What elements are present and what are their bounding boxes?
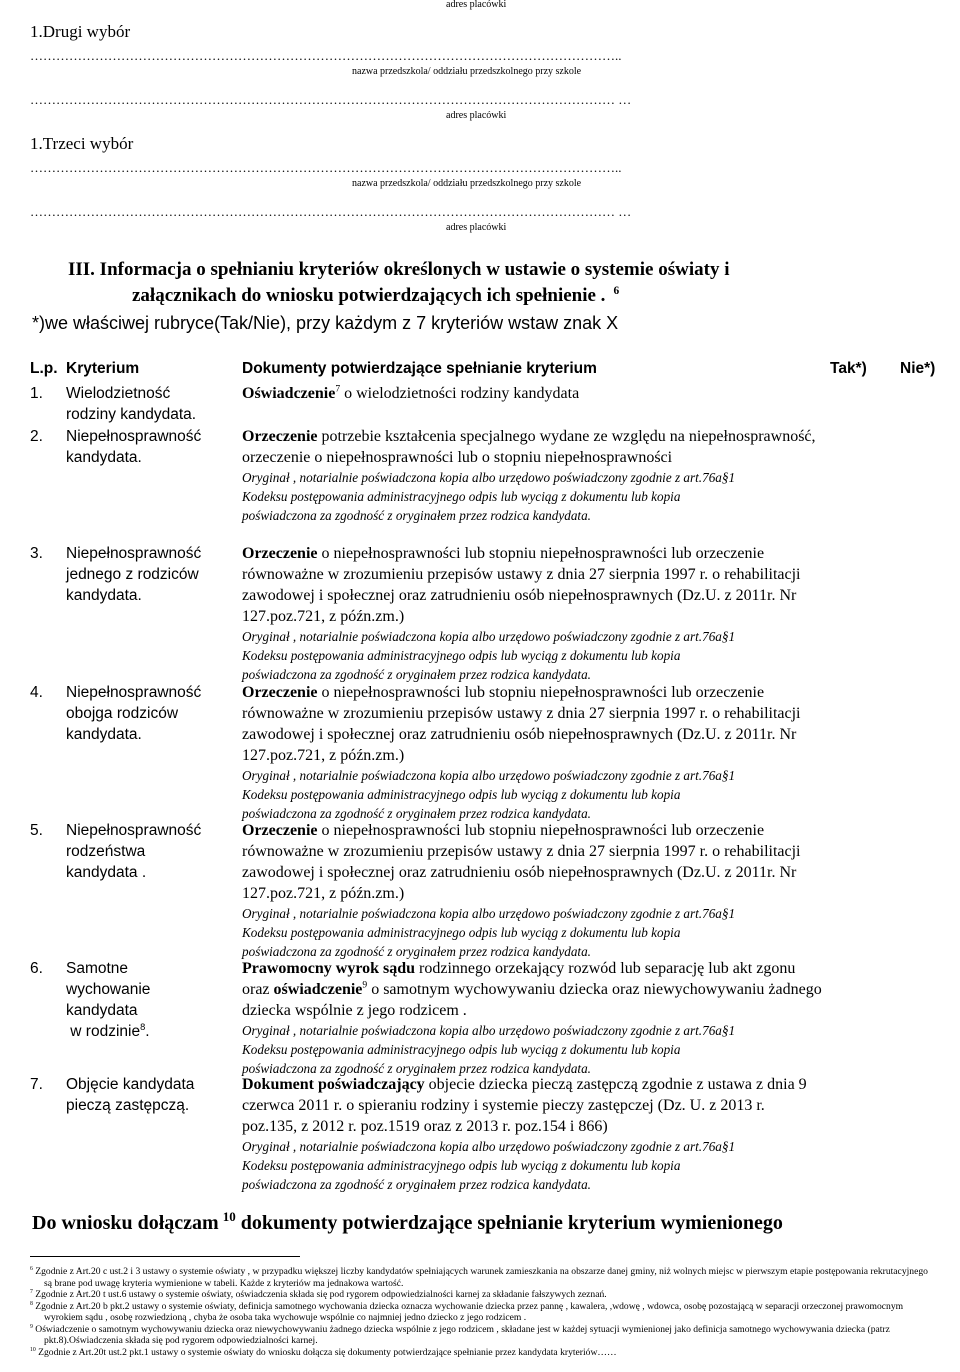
header-documents: Dokumenty potwierdzające spełnianie kryterium	[242, 360, 597, 377]
header-criterion: Kryterium	[66, 360, 140, 377]
header-yes: Tak*)	[830, 360, 867, 377]
criterion-text: Niepełnosprawność rodzeństwa kandydata .	[66, 822, 202, 881]
document-text: Orzeczenie potrzebie kształcenia specjalnego wydane ze względu na niepełnosprawność, orzeczenie o niepełnosprawności lub o stopniu niepełnosprawności Oryginał , notarialnie poświadczona kopia albo urzędowo poświadczony zgodnie z art.76a§1 Kodeksu postępowania administracyjnego odpis lub wyciąg z dokumentu lub kopia poświadczona za zgodność z oryginałem przez rodzica kandydata.	[242, 428, 816, 523]
header-lp: L.p.	[30, 360, 58, 377]
dotted-line[interactable]: ……………………………………………………………………………………………………………………… …	[30, 92, 632, 107]
row-number: 3.	[30, 545, 43, 562]
criterion-text: Samotne wychowanie kandydata w rodzinie$^8$.	[66, 960, 151, 1040]
header-no: Nie*)	[900, 360, 936, 377]
document-text: Orzeczenie o niepełnosprawności lub stopniu niepełnosprawności lub orzeczenie równoważne w zrozumieniu przepisów ustawy z dnia 27 sierpnia 1997 r. o rehabilitacji zawodowej i społecznej oraz zatrudnieniu osób niepełnosprawnych (Dz.U. z 2011r. Nr 127.poz.721, z późn.zm.) Oryginał , notarialnie poświadczona kopia albo urzędowo poświadczony zgodnie z art.76a§1 Kodeksu postępowania administracyjnego odpis lub wyciąg z dokumentu lub kopia poświadczona za zgodność z oryginałem przez rodzica kandydata.	[242, 822, 801, 959]
footnote: $^6$ Zgodnie z Art.20 c ust.2 i 3 ustawy o systemie oświaty , w przypadku większej liczby kandydatów spełniających warunek zamieszkania na obszarze danej gminy, niż wolnych miejsc w pierwszym etapie postępowania rekrutacyjnego są brane pod uwagę kryteria wymienione w tabeli. Każde z kryteriów ma jednakowa wartość.	[30, 1265, 928, 1289]
footnote: $^7$ Zgodnie z Art.20 t ust.6 ustawy o systemie oświaty, oświadczenia składa się pod rygorem odpowiedzialności karnej za składanie fałszywych zeznań.	[30, 1288, 607, 1300]
school-name-label: nazwa przedszkola/ oddziału przedszkolnego przy szkole	[352, 66, 582, 77]
criterion-text: Niepełnosprawność jednego z rodziców kandydata.	[66, 545, 202, 604]
footnote-separator	[30, 1256, 300, 1257]
third-choice-label: 1.Trzeci wybór	[30, 134, 134, 153]
row-number: 5.	[30, 822, 43, 839]
criterion-text: Wielodzietność rodziny kandydata.	[66, 385, 197, 423]
criterion-text: Objęcie kandydata pieczą zastępczą.	[66, 1076, 195, 1114]
address-label-3: adres placówki	[446, 222, 507, 233]
row-number: 4.	[30, 684, 43, 701]
document-text: Oświadczenie$^7$ o wielodzietności rodziny kandydata	[242, 383, 580, 402]
address-label-2: adres placówki	[446, 110, 507, 121]
footnote: $^8$ Zgodnie z Art.20 b pkt.2 ustawy o systemie oświaty, definicja samotnego wychowania dziecka oznacza wychowanie dziecka przez pannę , kawalera, ,wdowę , wdowca, osobę pozostającą w separacji orzeczonej prawomocnym wyrokiem sądu , osobę rozwiedzioną , chyba że osoba taka wychowuje wspólnie co najmniej jedno dziecko z jego rodzicem .	[30, 1300, 904, 1323]
criterion-text: Niepełnosprawność kandydata.	[66, 428, 202, 466]
criterion-text: Niepełnosprawność obojga rodziców kandydata.	[66, 684, 202, 743]
dotted-line[interactable]: ………………………………………………………………………………………………………………………..	[30, 160, 622, 175]
row-number: 2.	[30, 428, 43, 445]
footnote: $^{10}$ Zgodnie z Art.20t ust.2 pkt.1 ustawy o systemie oświaty do wniosku dołącza się dokumenty potwierdzające spełnianie przez kandydata kryteriów……	[30, 1346, 617, 1358]
closing-statement: Do wniosku dołączam $^{10}$ dokumenty potwierdzające spełnianie kryterium wymienionego	[32, 1209, 783, 1234]
footnote: $^9$ Oświadczenie o samotnym wychowywaniu dziecka oraz niewychowywaniu żadnego dziecka wspólnie z jego rodzicem , składane jest w każdej sytuacji wymienionej jako definicja samotnego wychowywania dziecka (patrz pkt.8).Oświadczenia składa się pod rygorem odpowiedzialności karnej.	[30, 1323, 890, 1346]
second-choice-label: 1.Drugi wybór	[30, 22, 131, 41]
document-text: Orzeczenie o niepełnosprawności lub stopniu niepełnosprawności lub orzeczenie równoważne w zrozumieniu przepisów ustawy z dnia 27 sierpnia 1997 r. o rehabilitacji zawodowej i społecznej oraz zatrudnieniu osób niepełnosprawnych (Dz.U. z 2011r. Nr 127.poz.721, z późn.zm.) Oryginał , notarialnie poświadczona kopia albo urzędowo poświadczony zgodnie z art.76a§1 Kodeksu postępowania administracyjnego odpis lub wyciąg z dokumentu lub kopia poświadczona za zgodność z oryginałem przez rodzica kandydata.	[242, 684, 801, 821]
row-number: 7.	[30, 1076, 43, 1093]
dotted-line[interactable]: ……………………………………………………………………………………………………………………… …	[30, 204, 632, 219]
row-number: 6.	[30, 960, 43, 977]
school-name-label: nazwa przedszkola/ oddziału przedszkolnego przy szkole	[352, 178, 582, 189]
row-number: 1.	[30, 385, 43, 402]
dotted-line[interactable]: ………………………………………………………………………………………………………………………..	[30, 48, 622, 63]
document-text: Orzeczenie o niepełnosprawności lub stopniu niepełnosprawności lub orzeczenie równoważne w zrozumieniu przepisów ustawy z dnia 27 sierpnia 1997 r. o rehabilitacji zawodowej i społecznej oraz zatrudnieniu osób niepełnosprawnych (Dz.U. z 2011r. Nr 127.poz.721, z późn.zm.) Oryginał , notarialnie poświadczona kopia albo urzędowo poświadczony zgodnie z art.76a§1 Kodeksu postępowania administracyjnego odpis lub wyciąg z dokumentu lub kopia poświadczona za zgodność z oryginałem przez rodzica kandydata.	[242, 545, 801, 682]
section-heading-line2: załącznikach do wniosku potwierdzających ich spełnienie . $^6$	[132, 284, 620, 306]
address-label-1: adres placówki	[446, 0, 507, 10]
document-text: Prawomocny wyrok sądu rodzinnego orzekający rozwód lub separację lub akt zgonu oraz oświadczenie$^9$ o samotnym wychowywaniu dziecka oraz niewychowywaniu żadnego dziecka wspólnie z jego rodzicem . Oryginał , notarialnie poświadczona kopia albo urzędowo poświadczony zgodnie z art.76a§1 Kodeksu postępowania administracyjnego odpis lub wyciąg z dokumentu lub kopia poświadczona za zgodność z oryginałem przez rodzica kandydata.	[242, 960, 822, 1076]
footnotes	[30, 1266, 930, 1358]
instruction-text: *)we właściwej rubryce(Tak/Nie), przy każdym z 7 kryteriów wstaw znak X	[32, 313, 619, 333]
document-text: Dokument poświadczający objecie dziecka pieczą zastępczą zgodnie z ustawa z dnia 9 czerwca 2011 r. o spieraniu rodziny i systemie pieczy zastępczej (Dz. U. z 2013 r. poz.135, z 2012 r. poz.1519 oraz z 2013 r. poz.154 i 866) Oryginał , notarialnie poświadczona kopia albo urzędowo poświadczony zgodnie z art.76a§1 Kodeksu postępowania administracyjnego odpis lub wyciąg z dokumentu lub kopia poświadczona za zgodność z oryginałem przez rodzica kandydata.	[242, 1076, 807, 1192]
section-heading-line1: III. Informacja o spełnianiu kryteriów określonych w ustawie o systemie oświaty i	[68, 259, 730, 280]
